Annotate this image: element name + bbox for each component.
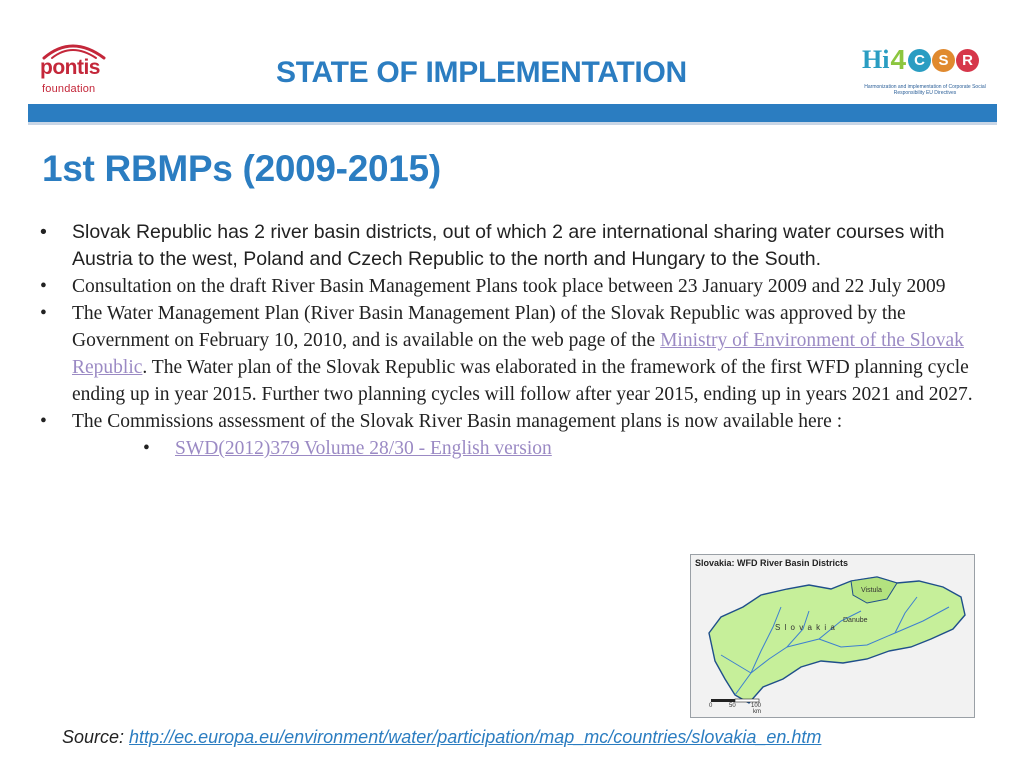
bullet-text-assessment: The Commissions assessment of the Slovak River Basin management plans is now available here : — [72, 411, 843, 432]
scale-label-50: 50 — [729, 703, 736, 709]
section-title: 1st RBMPs (2009-2015) — [42, 148, 441, 189]
bullet-item — [40, 300, 980, 408]
source-url-link[interactable]: http://ec.europa.eu/environment/water/participation/map_mc/countries/slovakia_en.htm — [129, 727, 822, 747]
ministry-link[interactable]: Ministry of Environment of the Slovak Republic — [72, 330, 964, 378]
logo-subtitle: foundation — [42, 83, 96, 95]
hi4csr-logo — [862, 42, 986, 104]
scale-label-0: 0 — [709, 703, 713, 709]
scale-label-100: 100 — [751, 703, 762, 709]
scale-bar-black — [711, 699, 735, 702]
logo-hi: Hi — [862, 45, 890, 74]
logo-wordmark: pontis — [40, 56, 100, 79]
bullet-item — [40, 408, 980, 435]
hi4csr-brand — [862, 42, 979, 78]
pontis-foundation-logo — [38, 40, 110, 102]
logo-s-circle: S — [932, 49, 955, 72]
bullet-list — [40, 219, 980, 462]
bullet-item — [40, 273, 980, 300]
bullet-icon: • — [40, 303, 47, 324]
bullet-icon: • — [40, 276, 47, 297]
bullet-icon: • — [143, 438, 150, 459]
logo-c-circle: C — [908, 49, 931, 72]
logo-tagline: Harmonization and implementation of Corporate Social Responsibility EU Directives — [864, 84, 986, 96]
map-drawing — [691, 555, 974, 717]
sub-bullet-item — [40, 435, 980, 462]
bullet-text-basins: Slovak Republic has 2 river basin districts, out of which 2 are international sharing water courses with Austria to the west, Poland and Czech Republic to the north and Hungary to the South. — [72, 221, 945, 270]
map-label-vistula: Vistula — [861, 587, 882, 594]
map-label-danube: Danube — [843, 617, 868, 624]
logo-r-circle: R — [956, 49, 979, 72]
source-line — [62, 727, 821, 748]
scale-label-unit: km — [753, 709, 761, 715]
bullet-item — [40, 219, 980, 273]
slovakia-basin-map — [690, 554, 975, 718]
bullet-text-plan-rest: . The Water plan of the Slovak Republic was elaborated in the framework of the first WFD planning cycle ending up in year 2015. Further two planning cycles will follow after year 2015, ending up in years 2021 and 2027. — [72, 357, 973, 405]
bullet-text-plan-intro: The Water Management Plan (River Basin Management Plan) of the Slovak Republic was approved by the Government on February 10, 2010, and is available on the web page of the — [72, 303, 906, 351]
map-label-country: S l o v a k i a — [775, 623, 836, 632]
bullet-text-consultation: Consultation on the draft River Basin Management Plans took place between 23 January 2009 and 22 July 2009 — [72, 276, 946, 297]
page-title: STATE OF IMPLEMENTATION — [276, 56, 687, 89]
scale-bar-white — [735, 699, 759, 702]
header-rule — [28, 104, 997, 122]
bullet-icon: • — [40, 221, 47, 243]
source-label: Source: — [62, 727, 130, 747]
map-title: Slovakia: WFD River Basin Districts — [695, 558, 849, 568]
logo-four: 4 — [890, 44, 907, 75]
swd-document-link[interactable]: SWD(2012)379 Volume 28/30 - English version — [175, 438, 552, 459]
bullet-icon: • — [40, 411, 47, 432]
